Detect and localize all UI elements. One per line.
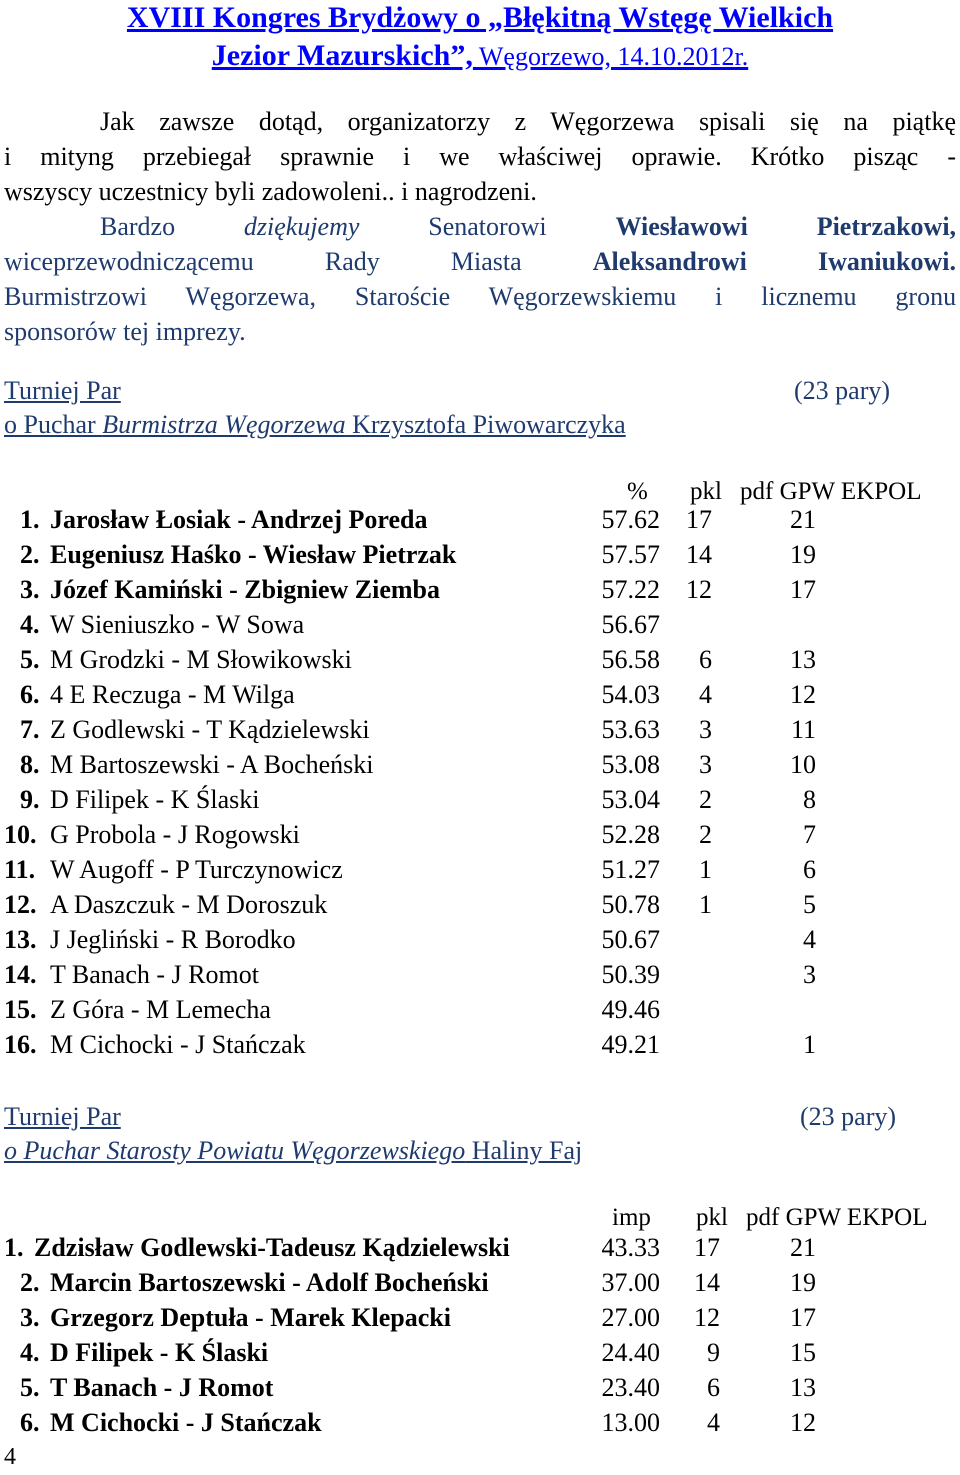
row-score: 27.00 <box>601 1303 660 1332</box>
thanks-name: Pietrzakowi, <box>816 212 957 241</box>
row-pair-names: Józef Kamiński - Zbigniew Ziemba <box>50 575 441 604</box>
t1-heading: Turniej Par <box>4 376 121 405</box>
t2-col-pkl: pkl <box>696 1204 728 1231</box>
thanks-word: Staroście <box>354 282 451 311</box>
row-pkl: 17 <box>686 505 712 534</box>
row-pair-names: Grzegorz Deptuła - Marek Klepacki <box>50 1303 451 1332</box>
row-pair-names: Zdzisław Godlewski-Tadeusz Kądzielewski <box>34 1233 510 1262</box>
table-row <box>0 1233 960 1268</box>
page-number: 4 <box>4 1444 16 1470</box>
row-rank: 5. <box>20 1373 40 1402</box>
row-rank: 11. <box>4 855 36 884</box>
thanks-word: Węgorzewskiemu <box>488 282 677 311</box>
thanks-word: wiceprzewodniczącemu <box>4 247 254 276</box>
row-pdf: 12 <box>790 680 816 709</box>
title-line2-text[interactable]: Jezior Mazurskich”, <box>211 39 473 72</box>
row-score: 53.04 <box>601 785 660 814</box>
row-score: 51.27 <box>601 855 660 884</box>
table-row <box>0 505 960 540</box>
row-rank: 6. <box>20 1408 40 1437</box>
row-pkl: 14 <box>686 540 712 569</box>
t2-col-score: imp <box>612 1204 651 1231</box>
row-pdf: 5 <box>803 890 816 919</box>
row-rank: 3. <box>20 575 40 604</box>
row-rank: 1. <box>20 505 40 534</box>
row-rank: 16. <box>4 1030 37 1059</box>
t1-pairs-count: (23 pary) <box>794 376 891 405</box>
table-row <box>0 1303 960 1338</box>
thanks-paragraph <box>4 209 956 349</box>
t2-cup-name: Starosty Powiatu Węgorzewskiego <box>106 1136 466 1165</box>
row-rank: 3. <box>20 1303 40 1332</box>
row-pair-names: Jarosław Łosiak - Andrzej Poreda <box>50 505 428 534</box>
row-pdf: 21 <box>790 1233 816 1262</box>
row-rank: 8. <box>20 750 40 779</box>
row-rank: 14. <box>4 960 37 989</box>
title-place-date[interactable]: Węgorzewo, 14.10.2012r. <box>472 42 749 71</box>
row-pair-names: M Cichocki - J Stańczak <box>50 1030 306 1059</box>
table-row <box>0 855 960 890</box>
document-title-line2[interactable] <box>0 38 960 75</box>
row-rank: 4. <box>20 1338 40 1367</box>
row-pdf: 13 <box>790 645 816 674</box>
row-pdf: 19 <box>790 1268 816 1297</box>
row-rank: 4. <box>20 610 40 639</box>
row-rank: 5. <box>20 645 40 674</box>
row-score: 57.62 <box>601 505 660 534</box>
row-score: 56.67 <box>601 610 660 639</box>
thanks-name: Wiesławowi <box>615 212 748 241</box>
table-row <box>0 1268 960 1303</box>
row-pair-names: Z Godlewski - T Kądzielewski <box>50 715 370 744</box>
row-pkl: 6 <box>699 645 712 674</box>
thanks-word: Miasta <box>450 247 522 276</box>
table-row <box>0 1408 960 1443</box>
row-pdf: 8 <box>803 785 816 814</box>
row-score: 52.28 <box>601 820 660 849</box>
thanks-word: gronu <box>895 282 957 311</box>
t1-col-pkl: pkl <box>690 478 722 505</box>
row-pkl: 1 <box>699 855 712 884</box>
row-pkl: 1 <box>699 890 712 919</box>
row-score: 50.78 <box>601 890 660 919</box>
t2-pairs-count: (23 pary) <box>800 1102 897 1131</box>
intro-line-3: wszyscy uczestnicy byli zadowoleni.. i nagrodzeni. <box>4 177 537 206</box>
row-pair-names: Eugeniusz Haśko - Wiesław Pietrzak <box>50 540 457 569</box>
row-pkl: 17 <box>694 1233 720 1262</box>
row-pdf: 4 <box>803 925 816 954</box>
table-row <box>0 925 960 960</box>
row-score: 57.57 <box>601 540 660 569</box>
table-row <box>0 610 960 645</box>
row-pair-names: D Filipek - K Ślaski <box>50 785 260 814</box>
row-pdf: 19 <box>790 540 816 569</box>
row-pdf: 12 <box>790 1408 816 1437</box>
row-score: 53.08 <box>601 750 660 779</box>
row-rank: 2. <box>20 1268 40 1297</box>
table-row <box>0 1030 960 1065</box>
row-pkl: 6 <box>707 1373 720 1402</box>
row-pair-names: J Jegliński - R Borodko <box>50 925 296 954</box>
row-pkl: 3 <box>699 750 712 779</box>
row-pdf: 11 <box>790 715 816 744</box>
thanks-line-1 <box>4 209 956 244</box>
row-score: 56.58 <box>601 645 660 674</box>
row-pdf: 7 <box>803 820 816 849</box>
row-pkl: 4 <box>707 1408 720 1437</box>
table-row <box>0 960 960 995</box>
thanks-word: Węgorzewa, <box>185 282 317 311</box>
thanks-word: Rady <box>324 247 380 276</box>
row-pair-names: M Cichocki - J Stańczak <box>50 1408 322 1437</box>
table-row <box>0 680 960 715</box>
t2-cup-line <box>4 1136 582 1166</box>
row-rank: 10. <box>4 820 37 849</box>
row-rank: 1. <box>4 1233 24 1262</box>
row-pkl: 12 <box>686 575 712 604</box>
row-score: 54.03 <box>601 680 660 709</box>
row-score: 50.39 <box>601 960 660 989</box>
row-pdf: 10 <box>790 750 816 779</box>
row-rank: 13. <box>4 925 37 954</box>
table-row <box>0 1373 960 1408</box>
t1-col-score: % <box>627 478 648 505</box>
thanks-word: licznemu <box>761 282 857 311</box>
row-score: 49.46 <box>601 995 660 1024</box>
row-pdf: 3 <box>803 960 816 989</box>
t1-cup-prefix: o Puchar <box>4 410 103 439</box>
row-score: 43.33 <box>601 1233 660 1262</box>
row-score: 57.22 <box>601 575 660 604</box>
row-pkl: 4 <box>699 680 712 709</box>
thanks-word: Bardzo <box>100 212 176 241</box>
t2-heading: Turniej Par <box>4 1102 121 1131</box>
row-pair-names: M Grodzki - M Słowikowski <box>50 645 352 674</box>
row-score: 53.63 <box>601 715 660 744</box>
row-pkl: 12 <box>694 1303 720 1332</box>
thanks-line-4: sponsorów tej imprezy. <box>4 317 246 346</box>
row-pdf: 17 <box>790 1303 816 1332</box>
thanks-word: dziękujemy <box>243 212 360 241</box>
row-pair-names: W Augoff - P Turczynowicz <box>50 855 343 884</box>
row-pkl: 2 <box>699 820 712 849</box>
t1-cup-line <box>4 410 626 440</box>
table-row <box>0 785 960 820</box>
row-score: 50.67 <box>601 925 660 954</box>
row-pdf: 21 <box>790 505 816 534</box>
table-row <box>0 750 960 785</box>
table-row <box>0 890 960 925</box>
row-pair-names: T Banach - J Romot <box>50 1373 274 1402</box>
intro-line-1: Jak zawsze dotąd, organizatorzy z Węgorzewa spisali się na piątkę <box>100 107 956 136</box>
t1-col-rest: pdf GPW EKPOL <box>740 478 922 505</box>
row-pdf: 13 <box>790 1373 816 1402</box>
row-pair-names: A Daszczuk - M Doroszuk <box>50 890 328 919</box>
row-pair-names: G Probola - J Rogowski <box>50 820 300 849</box>
intro-line-2: i mityng przebiegał sprawnie i we właściwej oprawie. Krótko pisząc - <box>4 142 956 171</box>
table-row <box>0 645 960 680</box>
row-pair-names: D Filipek - K Ślaski <box>50 1338 269 1367</box>
row-pair-names: W Sieniuszko - W Sowa <box>50 610 305 639</box>
row-pdf: 15 <box>790 1338 816 1367</box>
thanks-name: Iwaniukowi. <box>818 247 957 276</box>
thanks-word: Burmistrzowi <box>4 282 147 311</box>
row-pdf: 17 <box>790 575 816 604</box>
thanks-line-3 <box>4 279 956 314</box>
table-row <box>0 995 960 1030</box>
t1-cup-name: Burmistrza Węgorzewa <box>102 410 346 439</box>
row-rank: 9. <box>20 785 40 814</box>
t1-cup-person: Krzysztofa Piwowarczyka <box>345 410 626 439</box>
row-rank: 2. <box>20 540 40 569</box>
row-pkl: 3 <box>699 715 712 744</box>
thanks-name: Aleksandrowi <box>592 247 747 276</box>
table-row <box>0 715 960 750</box>
intro-paragraph <box>4 104 956 209</box>
row-pdf: 1 <box>803 1030 816 1059</box>
row-pair-names: 4 E Reczuga - M Wilga <box>50 680 295 709</box>
row-score: 49.21 <box>601 1030 660 1059</box>
row-pdf: 6 <box>803 855 816 884</box>
table-row <box>0 820 960 855</box>
row-rank: 7. <box>20 715 40 744</box>
thanks-line-2 <box>4 244 956 279</box>
row-pair-names: M Bartoszewski - A Bocheński <box>50 750 374 779</box>
row-rank: 15. <box>4 995 37 1024</box>
t2-cup-prefix: o Puchar <box>4 1136 107 1165</box>
row-pair-names: T Banach - J Romot <box>50 960 259 989</box>
table-row <box>0 575 960 610</box>
row-rank: 6. <box>20 680 40 709</box>
thanks-word: i <box>715 282 723 311</box>
t2-col-rest: pdf GPW EKPOL <box>746 1204 928 1231</box>
thanks-word: Senatorowi <box>428 212 547 241</box>
row-score: 37.00 <box>601 1268 660 1297</box>
document-title-line1[interactable]: XVIII Kongres Brydżowy o „Błękitną Wstęgę Wielkich <box>126 1 834 34</box>
row-pkl: 14 <box>694 1268 720 1297</box>
row-score: 24.40 <box>601 1338 660 1367</box>
row-pair-names: Marcin Bartoszewski - Adolf Bocheński <box>50 1268 489 1297</box>
table-row <box>0 540 960 575</box>
t2-cup-person: Haliny Faj <box>465 1136 583 1165</box>
row-score: 13.00 <box>601 1408 660 1437</box>
row-pkl: 2 <box>699 785 712 814</box>
row-score: 23.40 <box>601 1373 660 1402</box>
row-pair-names: Z Góra - M Lemecha <box>50 995 271 1024</box>
row-rank: 12. <box>4 890 37 919</box>
row-pkl: 9 <box>707 1338 720 1367</box>
table-row <box>0 1338 960 1373</box>
